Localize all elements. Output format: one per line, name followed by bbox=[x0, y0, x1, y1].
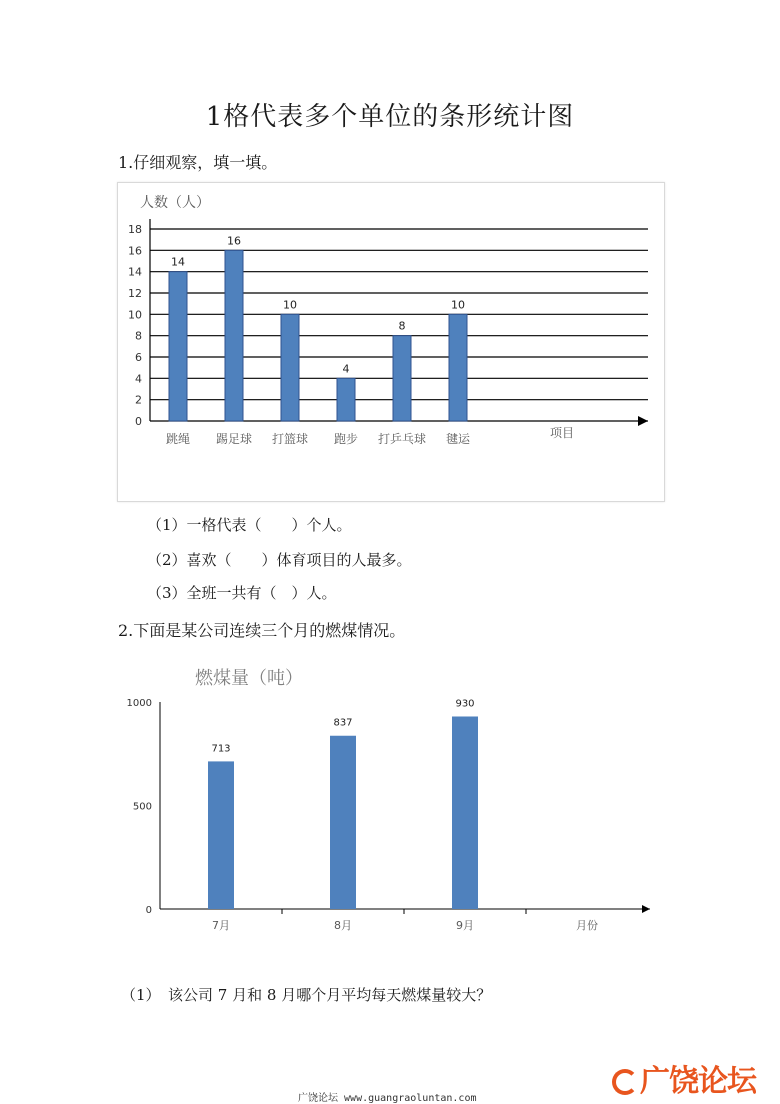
category-label: 9月 bbox=[456, 919, 474, 932]
logo-text: 广饶论坛 bbox=[640, 1064, 756, 1099]
chart-coal-consumption bbox=[0, 650, 780, 950]
bar bbox=[281, 314, 299, 421]
x-axis-arrow-icon bbox=[642, 905, 650, 913]
category-label: 踢足球 bbox=[215, 432, 253, 446]
question-1-sub-2: （2）喜欢（ ）体育项目的人最多。 bbox=[147, 551, 412, 569]
data-label: 837 bbox=[333, 717, 353, 729]
y-tick-label: 16 bbox=[128, 244, 142, 258]
x-axis-arrow-icon bbox=[638, 416, 648, 426]
data-label: 10 bbox=[283, 298, 297, 312]
logo-icon bbox=[612, 1069, 638, 1095]
data-label: 8 bbox=[398, 319, 406, 333]
footer-site-url: www.guangraoluntan.com bbox=[344, 1093, 477, 1104]
y-tick-label: 500 bbox=[132, 801, 152, 813]
category-label: 打篮球 bbox=[271, 432, 309, 446]
y-tick-label: 6 bbox=[135, 351, 142, 364]
bar bbox=[449, 314, 467, 421]
category-label: 8月 bbox=[334, 919, 352, 932]
data-label: 10 bbox=[451, 298, 465, 312]
category-label: 打乒乓球 bbox=[377, 432, 427, 446]
y-tick-label: 18 bbox=[128, 223, 142, 236]
bar bbox=[225, 250, 243, 421]
question-1-sub-3: （3）全班一共有（ ）人。 bbox=[147, 584, 337, 602]
bar bbox=[337, 378, 355, 421]
category-label: 毽运 bbox=[445, 432, 471, 446]
category-label: 跳绳 bbox=[165, 432, 191, 446]
data-label: 713 bbox=[211, 743, 231, 755]
bar bbox=[208, 761, 234, 909]
y-tick-label: 0 bbox=[135, 415, 142, 428]
y-tick-label: 12 bbox=[128, 287, 142, 300]
data-label: 4 bbox=[342, 362, 350, 376]
y-tick-label: 8 bbox=[135, 329, 142, 343]
bar bbox=[393, 336, 411, 421]
page-title: 1格代表多个单位的条形统计图 bbox=[205, 102, 575, 132]
bar bbox=[330, 736, 356, 909]
y-tick-label: 10 bbox=[128, 308, 142, 322]
y-tick-label: 0 bbox=[145, 905, 152, 916]
x-axis-label: 月份 bbox=[576, 919, 598, 932]
data-label: 14 bbox=[171, 255, 185, 269]
bar bbox=[169, 272, 187, 421]
data-label: 930 bbox=[455, 698, 475, 710]
category-label: 跑步 bbox=[333, 432, 359, 446]
question-2-sub-1: （1） 该公司 7 月和 8 月哪个月平均每天燃煤量较大？ bbox=[121, 986, 492, 1004]
y-tick-label: 4 bbox=[135, 372, 142, 386]
chart-sports-participation bbox=[0, 0, 780, 520]
bar bbox=[452, 716, 478, 909]
y-tick-label: 1000 bbox=[126, 698, 152, 709]
category-label: 7月 bbox=[212, 919, 230, 932]
footer-site-name: 广饶论坛 bbox=[298, 1093, 338, 1104]
site-logo bbox=[612, 1056, 756, 1100]
y-axis-label: 燃煤量（吨） bbox=[195, 668, 303, 689]
footer-site bbox=[298, 1089, 476, 1104]
x-axis-label: 项目 bbox=[549, 426, 575, 440]
question-1-heading: 1.仔细观察，填一填。 bbox=[118, 153, 278, 172]
y-tick-label: 14 bbox=[128, 265, 142, 279]
data-label: 16 bbox=[227, 234, 241, 248]
question-1-sub-1: （1）一格代表（ ）个人。 bbox=[147, 516, 352, 534]
question-2-heading: 2.下面是某公司连续三个月的燃煤情况。 bbox=[118, 621, 406, 640]
y-axis-label: 人数（人） bbox=[140, 195, 210, 211]
y-tick-label: 2 bbox=[135, 393, 142, 407]
